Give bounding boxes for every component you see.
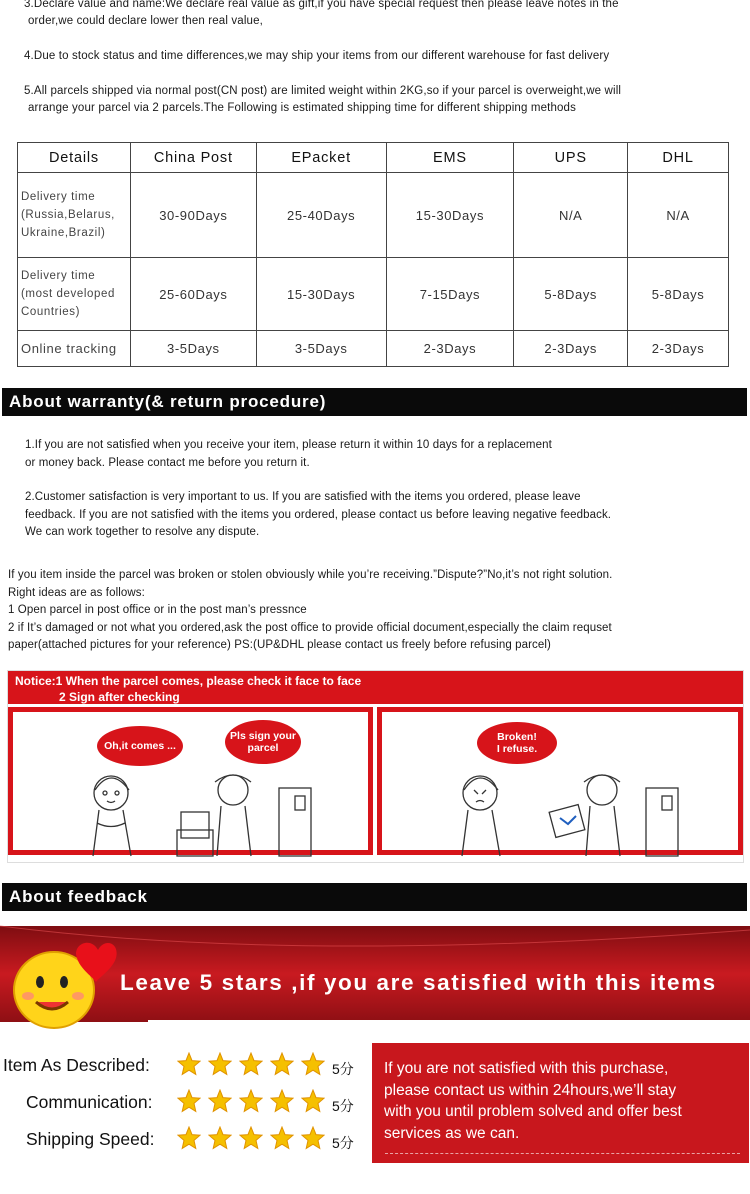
table-row <box>18 173 729 258</box>
parcel-check-illustration <box>7 670 744 863</box>
header-epacket: EPacket <box>256 143 386 173</box>
table-cell: 15-30Days <box>386 173 514 258</box>
table-cell: 2-3Days <box>386 331 514 367</box>
shipping-time-table <box>17 142 729 367</box>
rating-points: 5分 <box>332 1098 354 1114</box>
header-details: Details <box>18 143 131 173</box>
header-china-post: China Post <box>130 143 256 173</box>
girl-and-courier-drawing <box>71 768 321 858</box>
refuse-broken-parcel-drawing <box>440 768 690 858</box>
star-icon <box>239 1126 263 1150</box>
star-icon <box>177 1126 201 1150</box>
star-icon <box>270 1089 294 1113</box>
warranty-point-1: 1.If you are not satisfied when you receive your item, please return it within 10 days for a replacement or money back. Please contact me before you return it. <box>25 439 552 469</box>
row-label: Delivery time (most developed Countries) <box>18 258 131 331</box>
star-icon <box>301 1126 325 1150</box>
notice-text: Notice:1 When the parcel comes, please check it face to face 2 Sign after checking <box>15 674 362 704</box>
table-cell: 2-3Days <box>514 331 628 367</box>
rating-stars-communication <box>177 1089 325 1113</box>
rating-label-shipping-speed: Shipping Speed: <box>26 1129 155 1149</box>
star-icon <box>239 1089 263 1113</box>
star-icon <box>301 1052 325 1076</box>
contact-divider <box>385 1153 740 1154</box>
rating-stars-shipping-speed <box>177 1126 325 1150</box>
note-3-line1: 3.Declare value and name:We declare real value as gift,if you have special request then please leave notes in the <box>24 0 619 10</box>
table-cell: 2-3Days <box>628 331 729 367</box>
rating-points: 5分 <box>332 1061 354 1077</box>
rating-stars-item-as-described <box>177 1052 325 1076</box>
table-cell: 25-40Days <box>256 173 386 258</box>
table-cell: 30-90Days <box>130 173 256 258</box>
header-ups: UPS <box>514 143 628 173</box>
table-cell: 15-30Days <box>256 258 386 331</box>
panel-refuse-broken <box>377 707 743 855</box>
speech-bubble-courier: Pls sign your parcel <box>225 720 301 764</box>
feedback-section-title: About feedback <box>2 883 747 911</box>
table-cell: 5-8Days <box>514 258 628 331</box>
table-cell: 7-15Days <box>386 258 514 331</box>
star-icon <box>208 1126 232 1150</box>
speech-bubble-girl: Oh,it comes ... <box>97 726 183 766</box>
note-5-line2: arrange your parcel via 2 parcels.The Following is estimated shipping time for different shipping methods <box>28 102 577 114</box>
star-icon <box>301 1089 325 1113</box>
contact-message: If you are not satisfied with this purchase, please contact us within 24hours,we’ll stay with you until problem solved and offer best services as we can. <box>384 1060 682 1142</box>
warranty-section-title: About warranty(& return procedure) <box>2 388 747 416</box>
table-cell: N/A <box>514 173 628 258</box>
table-row <box>18 258 729 331</box>
note-4: 4.Due to stock status and time differences,we may ship your items from our different warehouse for fast delivery <box>24 50 610 62</box>
table-cell: 3-5Days <box>256 331 386 367</box>
smiley-heart-icon <box>6 930 118 1034</box>
row-label: Online tracking <box>18 331 131 367</box>
note-3-line2: order,we could declare lower then real value, <box>28 15 263 27</box>
star-icon <box>208 1089 232 1113</box>
star-icon <box>270 1052 294 1076</box>
table-cell: 5-8Days <box>628 258 729 331</box>
header-ems: EMS <box>386 143 514 173</box>
speech-bubble-refuse: Broken! I refuse. <box>477 722 557 764</box>
table-header-row <box>18 143 729 173</box>
star-icon <box>208 1052 232 1076</box>
star-icon <box>270 1126 294 1150</box>
warranty-point-2: 2.Customer satisfaction is very important to us. If you are satisfied with the items you ordered, please leave feedback. If you are not satisfied with the items you ordered, please contact us before leaving negative feedback. We can work together to resolve any dispute. <box>25 491 612 538</box>
header-dhl: DHL <box>628 143 729 173</box>
rating-label-item-as-described: Item As Described: <box>3 1055 150 1075</box>
table-cell: N/A <box>628 173 729 258</box>
feedback-banner-text: Leave 5 stars ,if you are satisfied with this items <box>120 970 717 995</box>
rating-points: 5分 <box>332 1135 354 1151</box>
panel-sign-parcel <box>8 707 373 855</box>
table-row <box>18 331 729 367</box>
note-5-line1: 5.All parcels shipped via normal post(CN post) are limited weight within 2KG,so if your parcel is overweight,we will <box>24 85 622 97</box>
star-icon <box>177 1089 201 1113</box>
row-label: Delivery time (Russia,Belarus, Ukraine,Brazil) <box>18 173 131 258</box>
star-icon <box>177 1052 201 1076</box>
table-cell: 3-5Days <box>130 331 256 367</box>
star-icon <box>239 1052 263 1076</box>
dispute-advice: If you item inside the parcel was broken or stolen obviously while you’re receiving.”Dispute?”No,it’s not right solution. Right ideas are as follows: 1 Open parcel in post office or in the post man’s pressnce 2 if It’s damaged or not what you ordered,ask the post office to provide official document,especially the claim requset paper(attached pictures for your reference) PS:(UP&DHL please contact us freely before refusing parcel) <box>8 569 613 651</box>
table-cell: 25-60Days <box>130 258 256 331</box>
rating-label-communication: Communication: <box>26 1092 153 1112</box>
